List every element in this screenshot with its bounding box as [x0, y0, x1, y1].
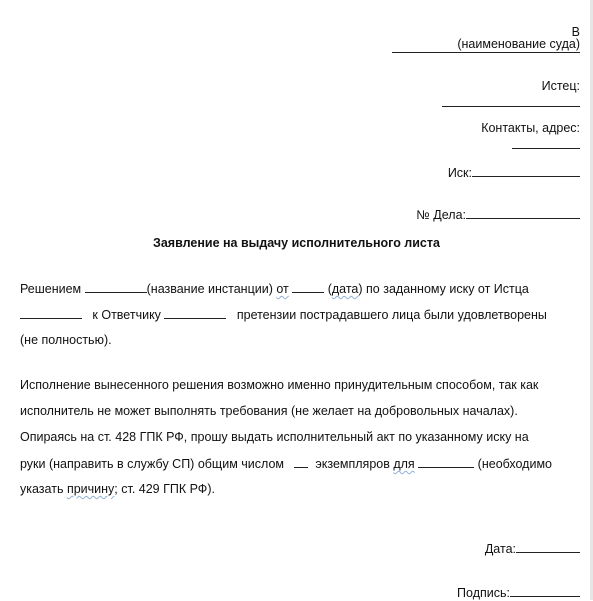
paragraph1-line2 — [20, 306, 547, 323]
date-blank[interactable] — [292, 280, 324, 293]
paragraph2-line2: исполнитель не может выполнять требования (не желает на добровольных началах). — [20, 404, 518, 418]
paragraph2-line5 — [20, 481, 215, 497]
signature-label: Подпись: — [457, 586, 510, 600]
document-title: Заявление на выдачу исполнительного листа — [153, 236, 440, 250]
case-blank[interactable] — [466, 206, 580, 219]
date-signature-blank[interactable] — [516, 540, 580, 553]
text-segment: (необходимо — [477, 457, 552, 471]
text-segment: (название инстанции) — [146, 282, 277, 296]
signature-line — [450, 568, 580, 601]
paragraph2-line4 — [20, 455, 552, 472]
claim-label: Иск: — [447, 166, 472, 180]
copies-blank[interactable] — [294, 455, 308, 468]
plaintiff-label: Истец: — [541, 79, 580, 93]
case-line — [409, 190, 580, 223]
text-segment: указать — [20, 482, 67, 496]
text-segment: Решением — [20, 282, 85, 296]
text-segment: ( — [324, 282, 332, 296]
text-segment: для — [393, 457, 415, 471]
text-segment: претензии пострадавшего лица были удовлетворены — [236, 308, 547, 322]
text-segment: к Ответчику — [92, 308, 161, 322]
date-label: Дата: — [484, 542, 516, 556]
court-prefix: В — [571, 25, 580, 39]
text-segment: ; ст. 429 ГПК РФ). — [114, 482, 215, 496]
paragraph2-line3: Опираясь на ст. 428 ГПК РФ, прошу выдать исполнительный акт по указанному иску на — [20, 430, 529, 444]
purpose-blank[interactable] — [418, 455, 474, 468]
plaintiff-name-blank[interactable] — [20, 306, 82, 319]
defendant-blank[interactable] — [164, 306, 226, 319]
date-line — [478, 524, 580, 557]
text-segment: дата — [331, 282, 359, 296]
court-hint: (наименование суда) — [457, 37, 580, 51]
paragraph1-line1 — [20, 280, 529, 297]
case-label: № Дела: — [416, 208, 466, 222]
paragraph1-line3: (не полностью). — [20, 333, 112, 347]
text-segment: ) по заданному иску от Истца — [358, 282, 529, 296]
signature-blank[interactable] — [510, 584, 580, 597]
text-segment: экземпляров — [315, 457, 394, 471]
claim-blank[interactable] — [472, 164, 580, 177]
paragraph2-line1: Исполнение вынесенного решения возможно именно принудительным способом, так как — [20, 378, 539, 392]
instance-blank[interactable] — [85, 280, 147, 293]
text-segment: руки (направить в службу СП) общим числом — [20, 457, 284, 471]
text-segment: причину — [66, 482, 115, 496]
claim-line — [441, 148, 580, 181]
contacts-label: Контакты, адрес: — [481, 121, 580, 135]
contacts-line — [474, 104, 580, 153]
text-segment: от — [276, 282, 289, 296]
